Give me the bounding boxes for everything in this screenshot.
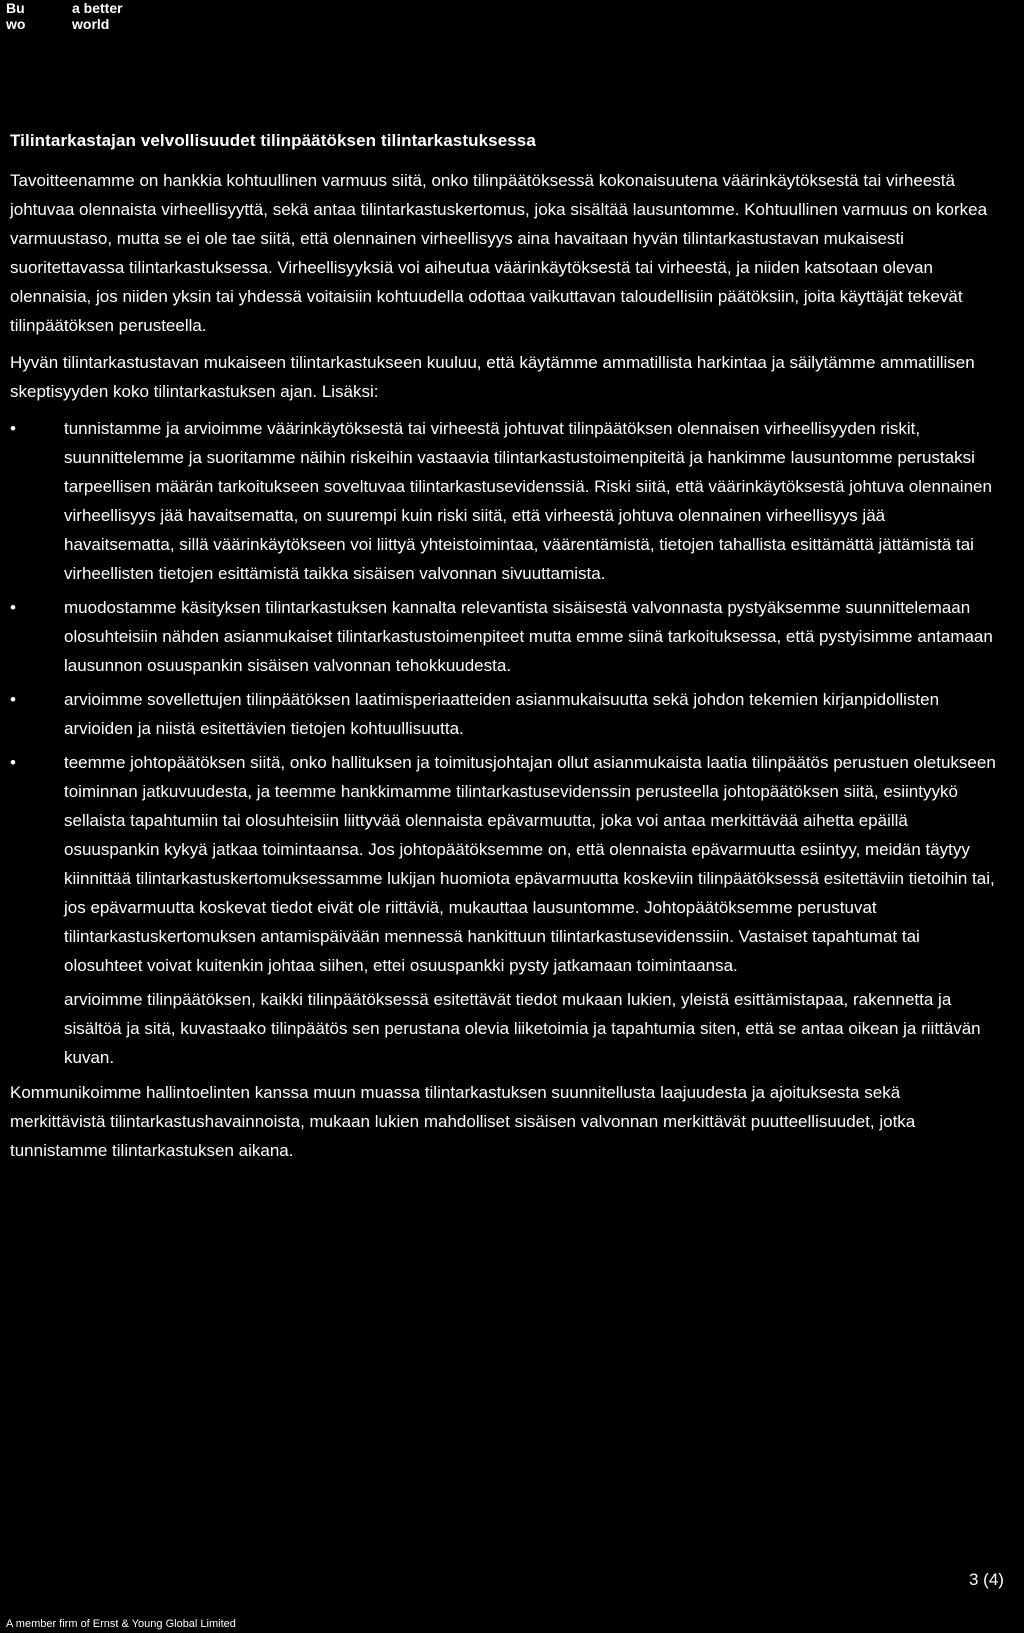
bullet-marker: • (10, 598, 16, 617)
paragraph: Tavoitteenamme on hankkia kohtuullinen varmuus siitä, onko tilinpäätöksessä kokonaisuutena väärinkäytöksestä tai virheestä johtuvaa olennaista virheellisyyttä, sekä antaa tilintarkastuskertomus, joka sisältää lausuntomme. Kohtuullinen varmuus on korkea varmuustaso, mutta se ei ole tae siitä, että olennainen virheellisyys aina havaitaan hyvän tilintarkastustavan mukaisesti suoritettavassa tilintarkastuksessa. Virheellisyyksiä voi aiheutua väärinkäytöksestä tai virheestä, ja niiden katsotaan olevan olennaisia, jos niiden yksin tai yhdessä voitaisiin kohtuudella odottaa vaikuttavan taloudellisiin päätöksiin, joita käyttäjät tekevät tilinpäätöksen perusteella. (10, 171, 988, 335)
bullet-text: muodostamme käsityksen tilintarkastuksen kannalta relevantista sisäisestä valvonnasta pystyäksemme suunnittelemaan olosuhteisiin nähden asianmukaiset tilintarkastustoimenpiteet mutta emme siinä tarkoituksessa, että pystyisimme antamaan lausunnon osuuspankin sisäisen valvonnan tehokkuudesta. (64, 598, 993, 675)
bullet-text: arvioimme sovellettujen tilinpäätöksen laatimisperiaatteiden asianmukaisuutta sekä johdon tekemien kirjanpidollisten arvioiden ja niistä esitettävien tietojen kohtuullisuutta. (64, 690, 940, 738)
logo-text: Bu (6, 0, 25, 16)
bullet-item (10, 414, 1000, 588)
bullet-text: teemme johtopäätöksen siitä, onko hallituksen ja toimitusjohtajan ollut asianmukaista laatia tilinpäätös perustuen oletukseen toiminnan jatkuvuudesta, ja teemme hankkimamme tilintarkastusevidenssin perusteella johtopäätöksen siitä, esiintyykö sellaista tapahtumiin tai olosuhteisiin liittyvää olennaista epävarmuutta, joka voi antaa merkittävää aihetta epäillä osuuspankin kykyä jatkaa toimintaansa. Jos johtopäätöksemme on, että olennaista epävarmuutta esiintyy, meidän täytyy kiinnittää tilintarkastuskertomuksessamme lukijan huomiota epävarmuutta koskeviin tilinpäätöksessä esitettäviin tietoihin tai, jos epävarmuutta koskevat tiedot eivät ole riittäviä, mukauttaa lausuntomme. Johtopäätöksemme perustuvat tilintarkastuskertomuksen antamispäivään mennessä hankittuun tilintarkastusevidenssiin. Vastaiset tapahtumat tai olosuhteet voivat kuitenkin johtaa siihen, ettei osuuspankki pysty jatkamaan toimintaansa. (64, 753, 996, 975)
logo-text: a better (72, 0, 123, 16)
bullet-item (10, 985, 1000, 1072)
paragraph: Kommunikoimme hallintoelinten kanssa muun muassa tilintarkastuksen suunnitellusta laajuudesta ja ajoituksesta sekä merkittävistä tilintarkastushavainnoista, mukaan lukien mahdolliset sisäisen valvonnan merkittävät puutteellisuudet, jotka tunnistamme tilintarkastuksen aikana. (10, 1083, 916, 1160)
logo-text: wo (6, 16, 26, 32)
document-body (10, 130, 1000, 1173)
bullet-item (10, 593, 1000, 680)
bullet-text: tunnistamme ja arvioimme väärinkäytöksestä tai virheestä johtuvat tilinpäätöksen olennaisen virheellisyyden riskit, suunnittelemme ja suoritamme näihin riskeihin vastaavia tilintarkastustoimenpiteitä ja hankimme lausuntomme perustaksi tarpeellisen määrän tarkoitukseen soveltuvaa tilintarkastusevidenssiä. Riski siitä, että väärinkäytöksestä johtuva olennainen virheellisyys jää havaitsematta, on suurempi kuin riski siitä, että virheestä johtuva olennainen virheellisyys jää havaitsematta, sillä väärinkäytökseen voi liittyä yhteistoimintaa, väärentämistä, tietojen tahallista esittämättä jättämistä tai virheellisten tietojen esittämistä taikka sisäisen valvonnan sivuuttamista. (64, 419, 992, 583)
bullet-item (10, 685, 1000, 743)
bullet-marker: • (10, 753, 16, 772)
bullet-text: arvioimme tilinpäätöksen, kaikki tilinpäätöksessä esitettävät tiedot mukaan lukien, yleistä esittämistapaa, rakennetta ja sisältöä ja sitä, kuvastaako tilinpäätös sen perustana olevia liiketoimia ja tapahtumia siten, että se antaa oikean ja riittävän kuvan. (64, 990, 981, 1067)
logo-left-column (6, 0, 72, 32)
bullet-marker: • (10, 690, 16, 709)
bullet-item (10, 748, 1000, 980)
page-number: 3 (4) (969, 1570, 1004, 1589)
section-heading: Tilintarkastajan velvollisuudet tilinpäätöksen tilintarkastuksessa (10, 131, 536, 150)
paragraph: Hyvän tilintarkastustavan mukaiseen tilintarkastukseen kuuluu, että käytämme ammatillista harkintaa ja säilytämme ammatillisen skeptisyyden koko tilintarkastuksen ajan. Lisäksi: (10, 353, 975, 401)
logo (6, 0, 123, 32)
bullet-marker: • (10, 419, 16, 438)
footer-text: A member firm of Ernst & Young Global Limited (6, 1618, 236, 1630)
bullet-list (10, 414, 1000, 1072)
logo-text: world (72, 16, 110, 32)
logo-right-column (72, 0, 123, 32)
